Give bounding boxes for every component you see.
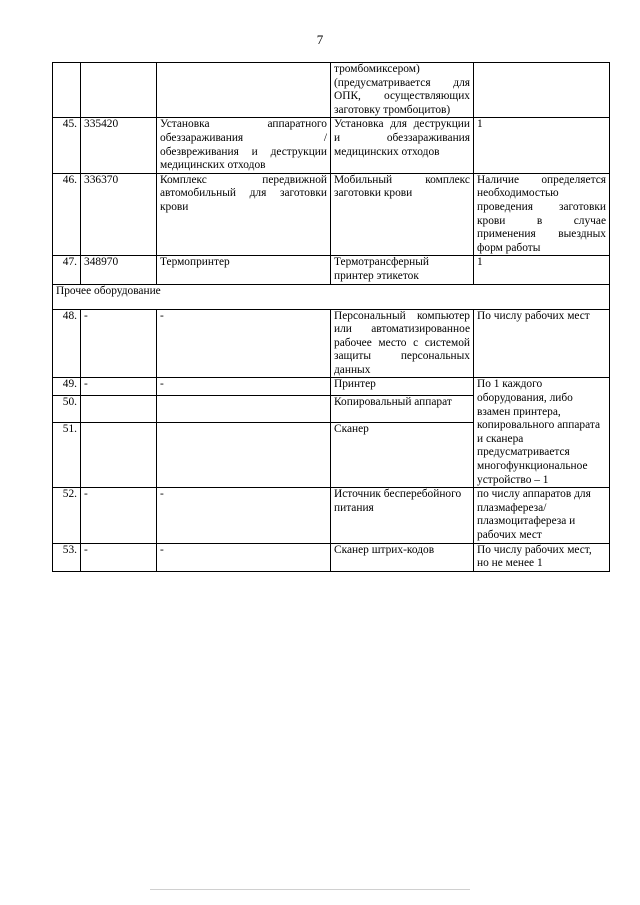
row-description: Источник бесперебойного питания [331, 488, 474, 543]
section-title: Прочее оборудование [53, 284, 610, 309]
row-qty: по числу аппаратов для плазмафереза/плазмоцитафереза и рабочих мест [474, 488, 610, 543]
row-name: - [157, 488, 331, 543]
row-code [81, 423, 157, 488]
description-cell [331, 63, 474, 118]
row-number: 48. [53, 309, 81, 378]
table-row [53, 378, 610, 396]
row-number: 47. [53, 256, 81, 284]
row-description: Сканер штрих-кодов [331, 543, 474, 571]
row-description: Термотрансферный принтер этикеток [331, 256, 474, 284]
row-code: - [81, 378, 157, 396]
table-row [53, 543, 610, 571]
row-number: 51. [53, 423, 81, 488]
table-row [53, 256, 610, 284]
row-code: 348970 [81, 256, 157, 284]
table-row [53, 309, 610, 378]
continued-name: тромбомиксером) [334, 63, 420, 75]
table-row [53, 118, 610, 173]
table-row [53, 63, 610, 118]
row-name: - [157, 543, 331, 571]
section-header-row [53, 284, 610, 309]
row-name: Установка аппаратного обеззараживания / обезвреживания и деструкции медицинских отходов [157, 118, 331, 173]
table-row [53, 488, 610, 543]
row-number: 52. [53, 488, 81, 543]
row-code: - [81, 488, 157, 543]
row-number: 49. [53, 378, 81, 396]
row-name: - [157, 378, 331, 396]
row-qty: По числу рабочих мест [474, 309, 610, 378]
row-description: Персональный компьютер или автоматизированное рабочее место с системой защиты персональных данных [331, 309, 474, 378]
row-name: Термопринтер [157, 256, 331, 284]
row-code: - [81, 309, 157, 378]
equipment-table [52, 62, 610, 572]
row-code: 335420 [81, 118, 157, 173]
row-name: Комплекс передвижной автомобильный для заготовки крови [157, 173, 331, 256]
row-name: - [157, 309, 331, 378]
row-name [157, 423, 331, 488]
row-qty: Наличие определяется необходимостью проведения заготовки крови в случае применения выездных форм работы [474, 173, 610, 256]
scan-edge-line [150, 889, 470, 890]
row-code: - [81, 543, 157, 571]
continued-description: (предусматривается для ОПК, осуществляющих заготовку тромбоцитов) [334, 76, 470, 116]
row-number: 53. [53, 543, 81, 571]
row-qty: 1 [474, 256, 610, 284]
row-number-cell [53, 63, 81, 118]
row-number: 50. [53, 396, 81, 423]
row-qty: По числу рабочих мест, но не менее 1 [474, 543, 610, 571]
page-number: 7 [316, 32, 324, 47]
row-description: Принтер [331, 378, 474, 396]
row-number: 46. [53, 173, 81, 256]
row-description: Копировальный аппарат [331, 396, 474, 423]
row-qty: 1 [474, 118, 610, 173]
name-cell [157, 63, 331, 118]
row-description: Мобильный комплекс заготовки крови [331, 173, 474, 256]
row-qty: По 1 каждого оборудования, либо взамен принтера, копировального аппарата и сканера предусматривается многофункциональное устройство – 1 [474, 378, 610, 488]
code-cell [81, 63, 157, 118]
row-description: Установка для деструкции и обеззараживания медицинских отходов [331, 118, 474, 173]
row-number: 45. [53, 118, 81, 173]
row-code [81, 396, 157, 423]
row-name [157, 396, 331, 423]
table-row [53, 173, 610, 256]
qty-cell [474, 63, 610, 118]
row-description: Сканер [331, 423, 474, 488]
row-code: 336370 [81, 173, 157, 256]
